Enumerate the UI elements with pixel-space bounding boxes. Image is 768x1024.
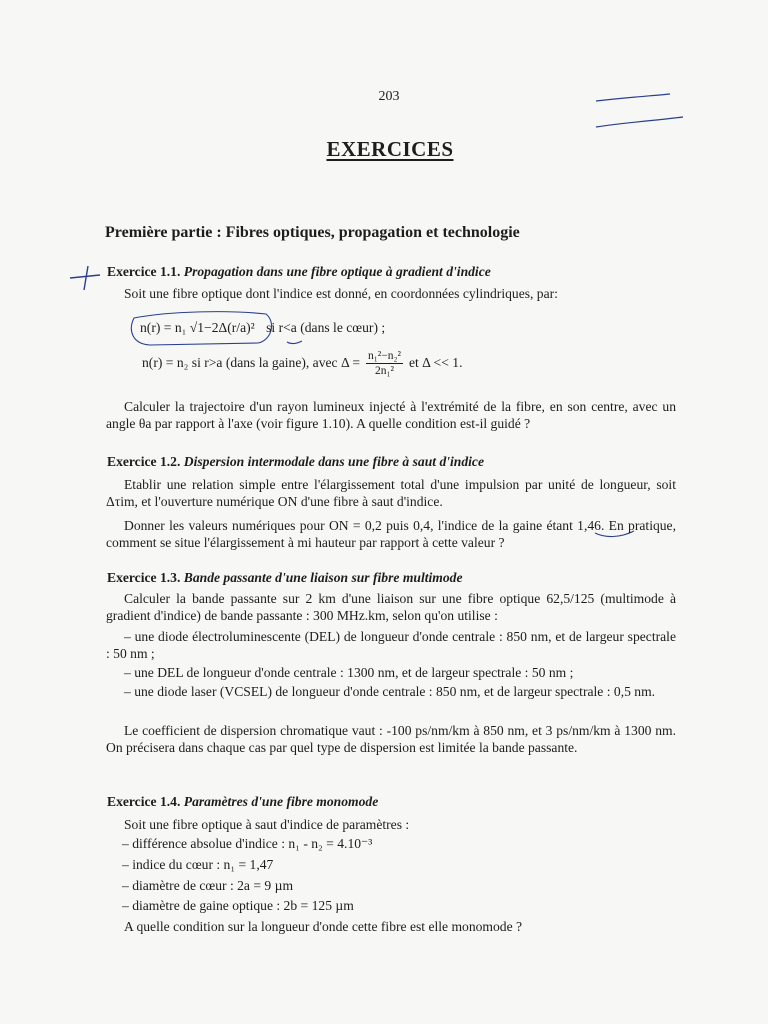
part-heading: Première partie : Fibres optiques, propagation et technologie: [105, 224, 520, 241]
page-title: EXERCICES: [326, 137, 454, 161]
fraction-denominator: 2n₁²: [375, 365, 394, 377]
exercise-1-2-paragraph-2: Donner les valeurs numériques pour ON = 0,2 puis 0,4, l'indice de la gaine étant 1,46. En pratique, comment se situe l'élargissement à mi hauteur par rapport à cette valeur ?: [106, 518, 676, 550]
exercise-label: Exercice 1.4.: [107, 794, 181, 809]
page-number: 203: [378, 89, 400, 104]
pen-stroke-second: [596, 117, 683, 127]
pen-cross-mark: [70, 266, 100, 290]
exercise-1-1-heading: [107, 264, 491, 280]
exercise-subtitle: Dispersion intermodale dans une fibre à saut d'indice: [183, 454, 484, 469]
exercise-1-3-item-3: – une diode laser (VCSEL) de longueur d'onde centrale : 850 nm, et de largeur spectrale : 0,5 nm.: [124, 684, 656, 699]
exercise-1-1-question: Calculer la trajectoire d'un rayon lumineux injecté à l'extrémité de la fibre, en son centre, avec un angle θa par rapport à l'axe (voir figure 1.10). A quelle condition est-il guidé ?: [106, 399, 676, 431]
exercise-1-4-question: A quelle condition sur la longueur d'onde cette fibre est elle monomode ?: [124, 919, 523, 934]
equation-core-condition: si r<a (dans le cœur) ;: [266, 320, 386, 335]
exercise-1-2-heading: [107, 454, 484, 470]
pen-underline-r: [287, 341, 302, 344]
equation-cladding-end: et Δ << 1.: [408, 355, 463, 371]
exercise-1-3-heading: [107, 570, 462, 586]
exercise-label: Exercice 1.3.: [107, 570, 181, 585]
equation-cladding-text: n(r) = n₂ si r>a (dans la gaine), avec Δ =: [142, 355, 361, 371]
fraction-numerator: n₁²−n₂²: [368, 350, 401, 362]
equation-cladding: [142, 350, 462, 378]
exercise-label: Exercice 1.1.: [107, 264, 181, 279]
exercise-1-4-item-3: – diamètre de cœur : 2a = 9 µm: [122, 878, 294, 893]
exercise-1-3-item-2: – une DEL de longueur d'onde centrale : 1300 nm, et de largeur spectrale : 50 nm ;: [124, 665, 574, 680]
exercise-1-4-item-4: – diamètre de gaine optique : 2b = 125 µm: [122, 898, 354, 913]
exercise-1-3-item-1: – une diode électroluminescente (DEL) de longueur d'onde centrale : 850 nm, et de largeur spectrale : 50 nm ;: [106, 629, 676, 661]
exercise-1-1-intro: Soit une fibre optique dont l'indice est donné, en coordonnées cylindriques, par:: [124, 286, 558, 301]
exercise-subtitle: Propagation dans une fibre optique à gradient d'indice: [183, 264, 491, 279]
exercise-1-2-paragraph-1: Etablir une relation simple entre l'élargissement total d'une impulsion par unité de longueur, soit Δτim, et l'ouverture numérique ON d'une fibre à saut d'indice.: [106, 477, 676, 509]
exercise-label: Exercice 1.2.: [107, 454, 181, 469]
exercise-subtitle: Bande passante d'une liaison sur fibre multimode: [183, 570, 463, 585]
exercise-1-3-paragraph-2: Le coefficient de dispersion chromatique vaut : -100 ps/nm/km à 850 nm, et 3 ps/nm/km à 1300 nm. On précisera dans chaque cas par quel type de dispersion est limitée la bande passante.: [106, 723, 676, 755]
exercise-1-3-paragraph-1: Calculer la bande passante sur 2 km d'une liaison sur une fibre optique 62,5/125 (multimode à gradient d'indice) de bande passante : 300 MHz.km, selon qu'on utilise :: [106, 591, 676, 623]
exercise-subtitle: Paramètres d'une fibre monomode: [183, 794, 379, 809]
equation-core-formula: n(r) = n₁ √1−2Δ(r/a)²: [140, 320, 255, 335]
delta-fraction: [366, 350, 403, 378]
exercise-1-4-item-1: – différence absolue d'indice : n₁ - n₂ = 4.10⁻³: [122, 836, 373, 851]
exercise-1-4-item-2: – indice du cœur : n₁ = 1,47: [122, 857, 274, 872]
exercise-1-4-heading: [107, 794, 378, 810]
exercise-1-4-intro: Soit une fibre optique à saut d'indice de paramètres :: [124, 817, 410, 832]
equation-core: [140, 320, 385, 336]
